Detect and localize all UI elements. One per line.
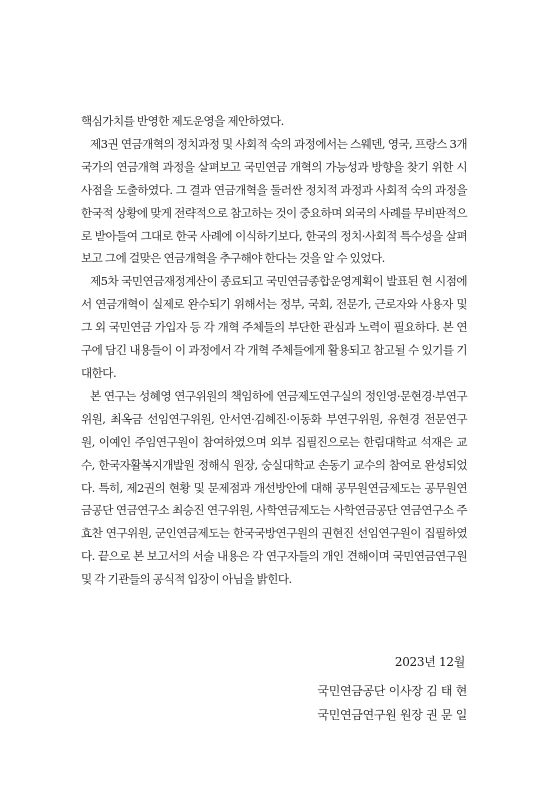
paragraph-volume3-summary: 제3권 연금개혁의 정치과정 및 사회적 숙의 과정에서는 스웨덴, 영국, 프랑스 3개 국가의 연금개혁 과정을 살펴보고 국민연금 개혁의 가능성과 방향을 찾기 위한 시사점을 도출하였다. 그 결과 연금개혁을 둘러싼 정치적 과정과 사회적 숙의 과정을 한국적 상황에 맞게 전략적으로 참고하는 것이 중요하며 외국의 사례를 무비판적으로 받아들여 그대로 한국 사례에 이식하기보다, 한국의 정치·사회적 특수성을 살펴보고 그에 걸맞은 연금개혁을 추구해야 한다는 것을 알 수 있었다. xyxy=(81,136,467,266)
signature-institute-director: 국민연금연구원 원장 권 문 일 xyxy=(317,708,467,722)
document-body xyxy=(81,110,467,591)
paragraph-reform-expectation: 제5차 국민연금재정계산이 종료되고 국민연금종합운영계획이 발표된 현 시점에서 연금개혁이 실제로 완수되기 위해서는 정부, 국회, 전문가, 근로자와 사용자 및 그 외 국민연금 가입자 등 각 개혁 주체들의 부단한 관심과 노력이 필요하다. 본 연구에 담긴 내용들이 이 과정에서 각 개혁 주체들에게 활용되고 참고될 수 있기를 기대한다. xyxy=(81,274,467,380)
signature-block xyxy=(81,650,467,728)
signature-nps-chairman: 국민연금공단 이사장 김 태 현 xyxy=(317,683,467,698)
paragraph-continuation: 핵심가치를 반영한 제도운영을 제안하였다. xyxy=(81,114,284,128)
paragraph-acknowledgements: 본 연구는 성혜영 연구위원의 책임하에 연금제도연구실의 정인영·문현경·부연구위원, 최옥금 선임연구위원, 안서연·김혜진·이동화 부연구위원, 유현경 전문연구원, 이예인 주임연구원이 참여하였으며 외부 집필진으로는 한림대학교 석재은 교수, 한국자활복지개발원 정해식 원장, 숭실대학교 손동기 교수의 참여로 완성되었다. 특히, 제2권의 현황 및 문제점과 개선방안에 대해 공무원연금제도는 공무원연금공단 연금연구소 최승진 연구위원, 사학연금제도는 사학연금공단 연금연구소 주효찬 연구위원, 군인연금제도는 한국국방연구원의 권현진 선임연구원이 집필하였다. 끝으로 본 보고서의 서술 내용은 각 연구자들의 개인 견해이며 국민연금연구원 및 각 기관들의 공식적 입장이 아님을 밝힌다. xyxy=(81,388,467,587)
signature-date: 2023년 12월 xyxy=(394,655,465,669)
